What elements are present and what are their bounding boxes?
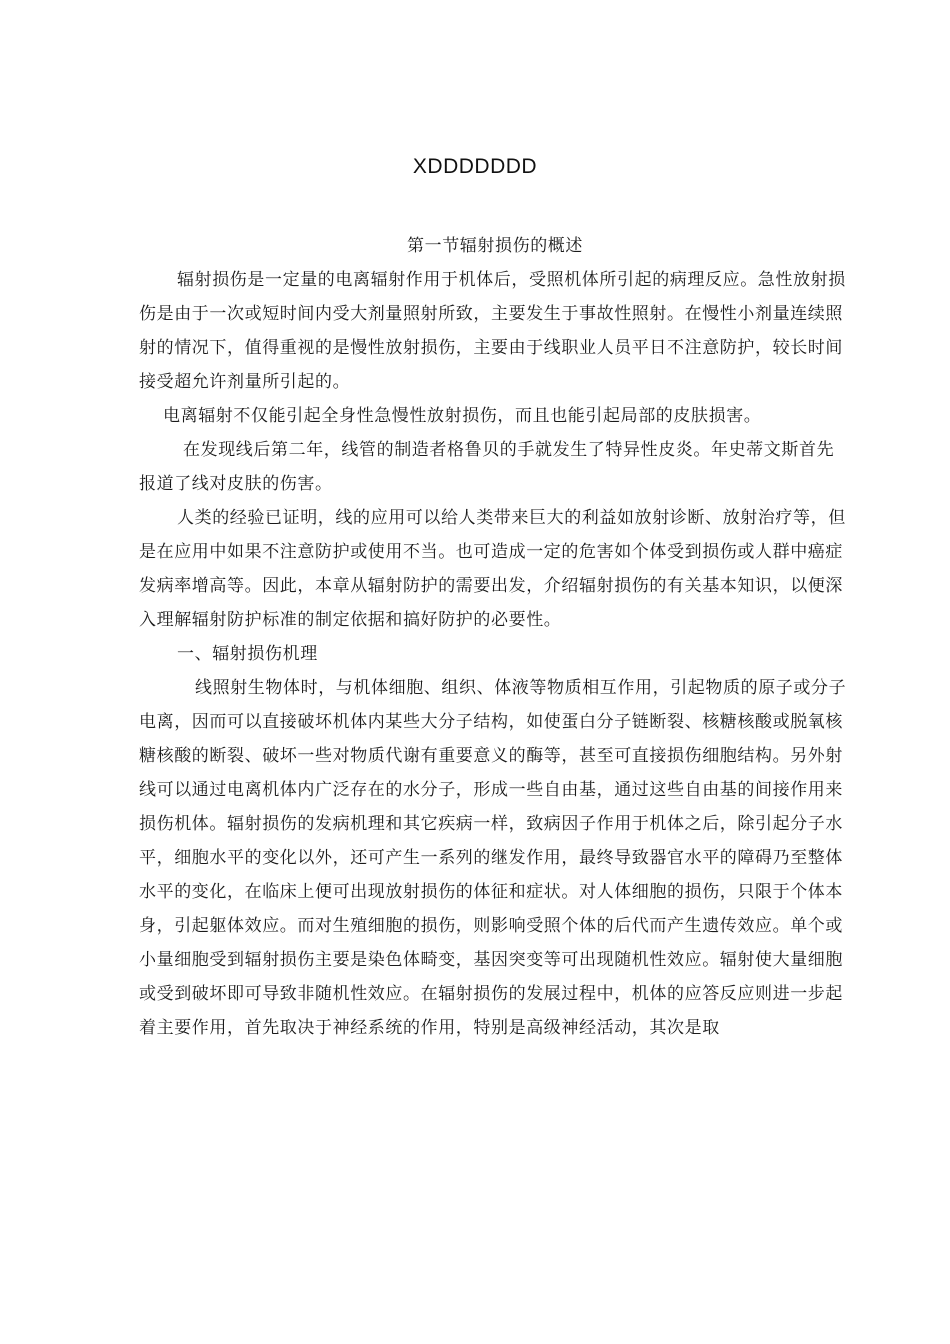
paragraph-5: 线照射生物体时，与机体细胞、组织、体液等物质相互作用，引起物质的原子或分子电离，因而可以直接破坏机体内某些大分子结构，如使蛋白分子链断裂、核糖核酸或脱氧核糖核酸的断裂、破坏一些对物质代谢有重要意义的酶等，甚至可直接损伤细胞结构。另外射线可以通过电离机体内广泛存在的水分子，形成一些自由基，通过这些自由基的间接作用来损伤机体。辐射损伤的发病机理和其它疾病一样，致病因子作用于机体之后，除引起分子水平，细胞水平的变化以外，还可产生一系列的继发作用，最终导致器官水平的障碍乃至整体水平的变化，在临床上便可出现放射损伤的体征和症状。对人体细胞的损伤，只限于个体本身，引起躯体效应。而对生殖细胞的损伤，则影响受照个体的后代而产生遗传效应。单个或小量细胞受到辐射损伤主要是染色体畸变，基因突变等可出现随机性效应。辐射使大量细胞或受到破坏即可导致非随机性效应。在辐射损伤的发展过程中，机体的应答反应则进一步起着主要作用，首先取决于神经系统的作用，特别是高级神经活动，其次是取 [139,678,847,1038]
section-heading: 第一节辐射损伤的概述 [407,236,583,256]
paragraph-3: 在发现线后第二年，线管的制造者格鲁贝的手就发生了特异性皮炎。年史蒂文斯首先报道了线对皮肤的伤害。 [139,440,835,494]
paragraph-1: 辐射损伤是一定量的电离辐射作用于机体后，受照机体所引起的病理反应。急性放射损伤是由于一次或短时间内受大剂量照射所致，主要发生于事故性照射。在慢性小剂量连续照射的情况下，值得重视的是慢性放射损伤，主要由于线职业人员平日不注意防护，较长时间接受超允许剂量所引起的。 [139,270,846,392]
document-title: XDDDDDDD [412,155,538,178]
paragraph-4: 人类的经验已证明，线的应用可以给人类带来巨大的利益如放射诊断、放射治疗等，但是在应用中如果不注意防护或使用不当。也可造成一定的危害如个体受到损伤或人群中癌症发病率增高等。因此，本章从辐射防护的需要出发，介绍辐射损伤的有关基本知识，以便深入理解辐射防护标准的制定依据和搞好防护的必要性。 [139,508,846,630]
subsection-heading: 一、辐射损伤机理 [177,644,318,664]
paragraph-2: 电离辐射不仅能引起全身性急慢性放射损伤，而且也能引起局部的皮肤损害。 [163,406,762,426]
document-body [139,229,851,1045]
